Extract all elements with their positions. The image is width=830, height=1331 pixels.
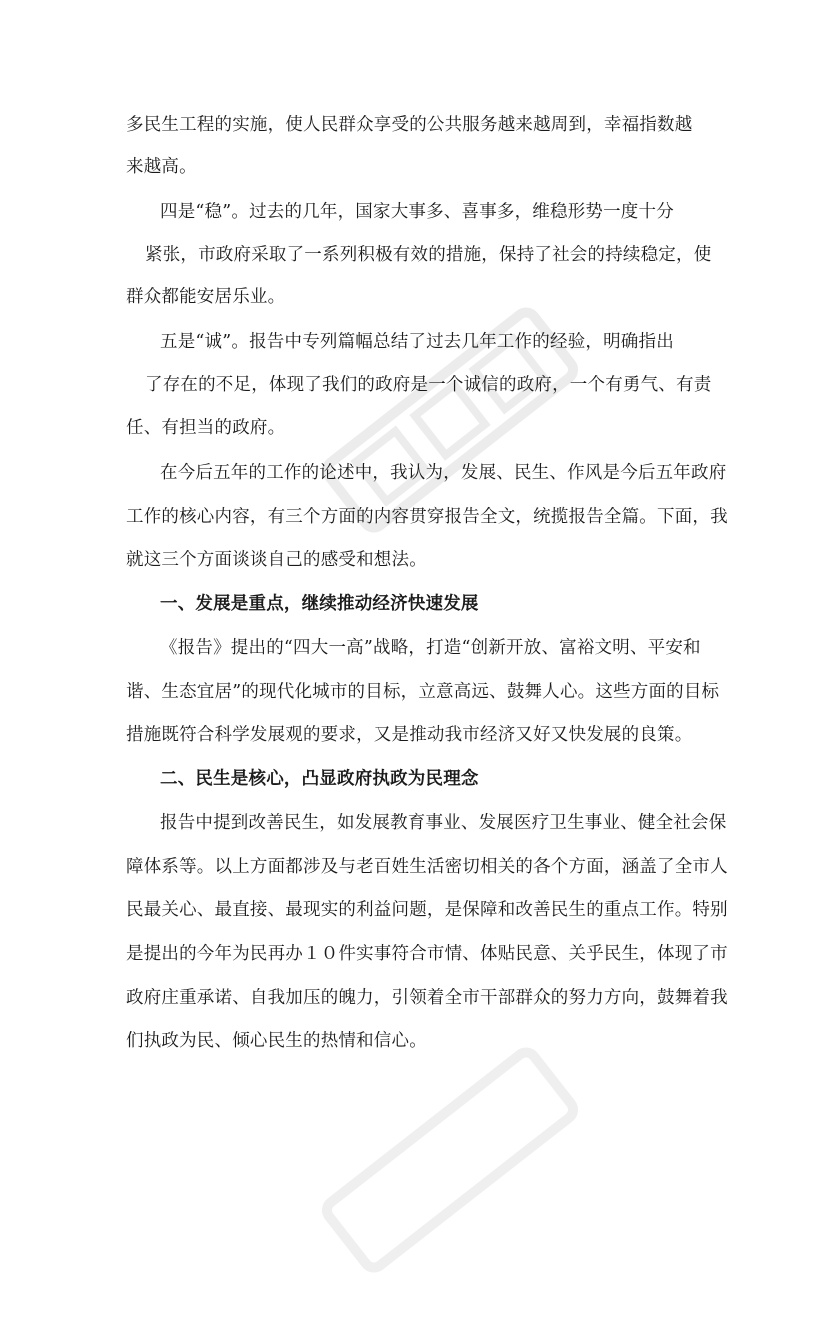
paragraph-line: 措施既符合科学发展观的要求，又是推动我市经济又好又快发展的良策。 [126, 725, 693, 745]
paragraph-line: 四是“稳”。过去的几年，国家大事多、喜事多，维稳形势一度十分 [160, 202, 674, 222]
paragraph-line: 就这三个方面谈谈自己的感受和想法。 [126, 550, 427, 570]
paragraph-line: 《报告》提出的“四大一高”战略，打造“创新开放、富裕文明、平安和 [160, 638, 701, 658]
paragraph-line: 报告中提到改善民生，如发展教育事业、发展医疗卫生事业、健全社会保 [160, 813, 727, 833]
section-heading: 一、发展是重点，继续推动经济快速发展 [160, 594, 479, 614]
paragraph-line: 障体系等。以上方面都涉及与老百姓生活密切相关的各个方面，涵盖了全市人 [126, 857, 728, 877]
paragraph-line: 了存在的不足，体现了我们的政府是一个诚信的政府，一个有勇气、有责 [145, 375, 712, 395]
paragraph-line: 们执政为民、倾心民生的热情和信心。 [126, 1031, 427, 1051]
paragraph-line: 谐、生态宜居”的现代化城市的目标，立意高远、鼓舞人心。这些方面的目标 [126, 682, 720, 702]
paragraph-line: 任、有担当的政府。 [126, 418, 286, 438]
paragraph-line: 多民生工程的实施，使人民群众享受的公共服务越来越周到，幸福指数越 [126, 115, 693, 135]
paragraph-line: 紧张，市政府采取了一系列积极有效的措施，保持了社会的持续稳定，使 [145, 245, 712, 265]
paragraph-line: 工作的核心内容，有三个方面的内容贯穿报告全文，统揽报告全篇。下面，我 [126, 507, 728, 527]
paragraph-line: 在今后五年的工作的论述中，我认为，发展、民生、作风是今后五年政府 [160, 463, 727, 483]
paragraph-line: 群众都能安居乐业。 [126, 287, 286, 307]
paragraph-line: 来越高。 [126, 157, 197, 177]
paragraph-line: 政府庄重承诺、自我加压的魄力，引领着全市干部群众的努力方向，鼓舞着我 [126, 988, 728, 1008]
paragraph-line: 是提出的今年为民再办１０件实事符合市情、体贴民意、关乎民生，体现了市 [126, 944, 728, 964]
paragraph-line: 民最关心、最直接、最现实的利益问题，是保障和改善民生的重点工作。特别 [126, 900, 728, 920]
paragraph-line: 五是“诚”。报告中专列篇幅总结了过去几年工作的经验，明确指出 [160, 332, 674, 352]
section-heading: 二、民生是核心，凸显政府执政为民理念 [160, 769, 479, 789]
